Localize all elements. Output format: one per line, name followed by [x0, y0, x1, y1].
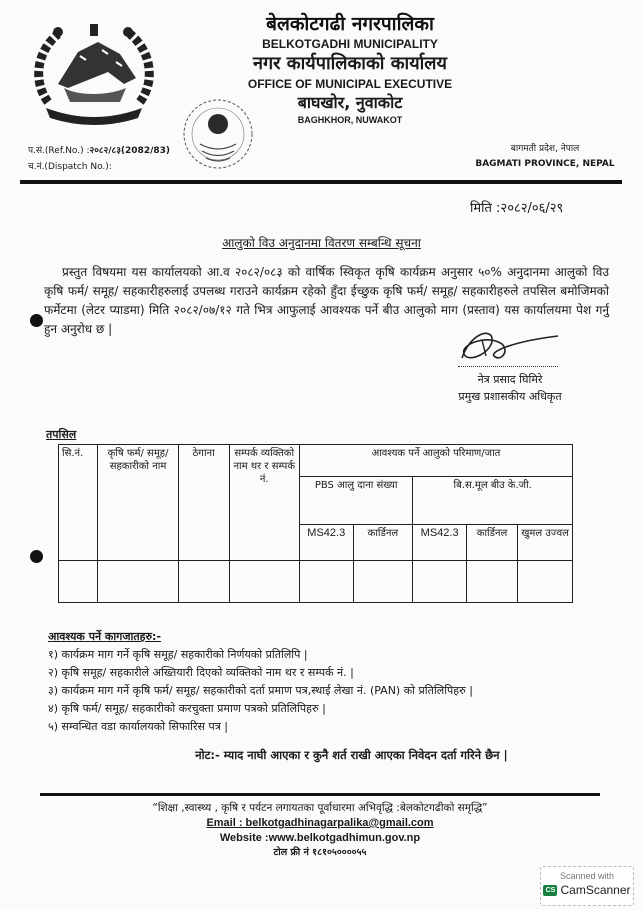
nepal-emblem-icon: [28, 22, 160, 126]
table-cell: [466, 561, 517, 603]
table-cell: [299, 561, 353, 603]
document-item: २) कृषि समूह/ सहकारीले अख्तियारी दिएको व्यक्तिको नाम थर र सम्पर्क नं. |: [48, 666, 354, 679]
province-en: BAGMATI PROVINCE, NEPAL: [475, 159, 615, 169]
camscanner-badge: [540, 866, 634, 906]
table-cell: [59, 561, 98, 603]
signatory-name: नेत्र प्रसाद घिमिरे: [477, 373, 543, 386]
letter-subject: आलुको विउ अनुदानमा वितरण सम्बन्धि सूचना: [222, 236, 421, 250]
office-name-np: नगर कार्यपालिकाको कार्यालय: [253, 53, 447, 74]
note: नोट:- म्याद नाघी आएका र कुनै शर्त राखी आएका निवेदन दर्ता गरिने छैन |: [195, 748, 508, 762]
location-np: बाघखोर, नुवाकोट: [297, 93, 403, 112]
camscanner-label: CamScanner: [560, 883, 631, 897]
header-bs-cardinal: कार्डिनल: [466, 525, 517, 561]
footer-email[interactable]: Email : belkotgadhinagarpalika@gmail.com: [206, 817, 434, 829]
reference-block: [28, 143, 178, 175]
ref-label: प.सं.(Ref.No.) :: [28, 146, 90, 156]
document-item: ३) कार्यक्रम माग गर्ने कृषि फर्म/ समूह/ सहकारीको दर्ता प्रमाण पत्र,स्थाई लेखा नं. (PAN) को प्रतिलिपिहरु |: [48, 684, 473, 697]
camscanner-logo-icon: CS: [543, 885, 557, 896]
annex-label: तपसिल: [46, 428, 77, 441]
province-np: बागमती प्रदेश, नेपाल: [510, 144, 580, 154]
signatory-block: [430, 371, 590, 405]
table-cell: [518, 561, 573, 603]
punch-hole: [30, 550, 43, 563]
document-item: ५) सम्वन्धित वडा कार्यालयको सिफारिस पत्र |: [48, 720, 228, 733]
documents-title: आवश्यक पर्ने कागजातहरु:-: [48, 630, 162, 643]
location-en: BAGHKHOR, NUWAKOT: [297, 115, 403, 125]
footer-website[interactable]: Website :www.belkotgadhimun.gov.np: [219, 832, 421, 844]
table-cell: [353, 561, 413, 603]
header-address: ठेगाना: [178, 445, 229, 561]
header-required-qty: आवश्यक पर्ने आलुको परिमाण/जात: [299, 445, 572, 477]
letter-date: मिति :२०८२/०६/२९: [470, 201, 564, 216]
table-cell: [413, 561, 467, 603]
header-pbs-ms423: MS42.3: [299, 525, 353, 561]
header-bs-khumal: खुमल उज्वल: [518, 525, 573, 561]
table-cell: [98, 561, 178, 603]
punch-hole: [30, 314, 43, 327]
header-divider: [20, 180, 622, 184]
header-bs-ms423: MS42.3: [413, 525, 467, 561]
signatory-title: प्रमुख प्रशासकीय अधिकृत: [458, 390, 562, 403]
scanned-with-label: Scanned with: [559, 871, 615, 881]
office-name-en: OFFICE OF MUNICIPAL EXECUTIVE: [247, 77, 453, 91]
footer-motto: “शिक्षा ,स्वास्थ्य , कृषि र पर्यटन लगायतका पूर्वाधारमा अभिवृद्धि :बेलकोटगढीको समृद्धि”: [152, 802, 488, 814]
table-row: [59, 561, 573, 603]
header-contact: सम्पर्क व्यक्तिको नाम थर र सम्पर्क नं.: [229, 445, 299, 561]
footer: [40, 800, 600, 859]
official-stamp-icon: [176, 96, 260, 172]
footer-tollfree: टोल फ्री नं १८१०५००००५५: [273, 847, 367, 858]
header-serial: सि.नं.: [59, 445, 98, 561]
header-pbs-cardinal: कार्डिनल: [353, 525, 413, 561]
document-item: ४) कृषि फर्म/ समूह/ सहकारीको करचुक्ता प्रमाण पत्रको प्रतिलिपिहरु |: [48, 702, 326, 715]
table-cell: [178, 561, 229, 603]
header-basic-seed: बि.स.मूल बीउ के.जी.: [413, 477, 573, 525]
municipality-name-np: बेलकोटगढी नगरपालिका: [266, 13, 434, 35]
annex-table: [58, 444, 573, 603]
signature-icon: [450, 326, 560, 366]
province-block: [470, 142, 620, 172]
header-org-name: कृषि फर्म/ समूह/ सहकारीको नाम: [98, 445, 178, 561]
municipality-name-en: BELKOTGADHI MUNICIPALITY: [262, 37, 438, 51]
required-documents: [48, 628, 473, 736]
letter-body: प्रस्तुत विषयमा यस कार्यालयको आ.व २०८२/०८३ को वार्षिक स्विकृत कृषि कार्यक्रम अनुसार ५०% अनुदानमा आलुको विउ कृषि फर्म/ समूह/ सहकारीहरुलाई उपलब्ध गराउने कार्यक्रम रहेको हुँदा ईच्छुक कृषि फर्म/ समूह/ सहकारीहरुले तपसिल बमोजिमको फर्मेटमा (लेटर प्याडमा) मिति २०८२/०७/१२ गते भित्र आफुलाई आवश्यक पर्ने बीउ आलुको माग (प्रस्ताव) यस कार्यालयमा पेश गर्नु हुन अनुरोध छ |: [44, 265, 609, 336]
document-item: १) कार्यक्रम माग गर्ने कृषि समूह/ सहकारीको निर्णयको प्रतिलिपि |: [48, 648, 308, 661]
footer-divider: [40, 793, 600, 796]
signature-line: [458, 366, 558, 367]
ref-number: २०८२/८३(2082/83): [89, 146, 171, 156]
dispatch-number: च.नं.(Dispatch No.):: [28, 162, 112, 172]
table-cell: [229, 561, 299, 603]
header-pbs: PBS आलु दाना संख्या: [299, 477, 412, 525]
